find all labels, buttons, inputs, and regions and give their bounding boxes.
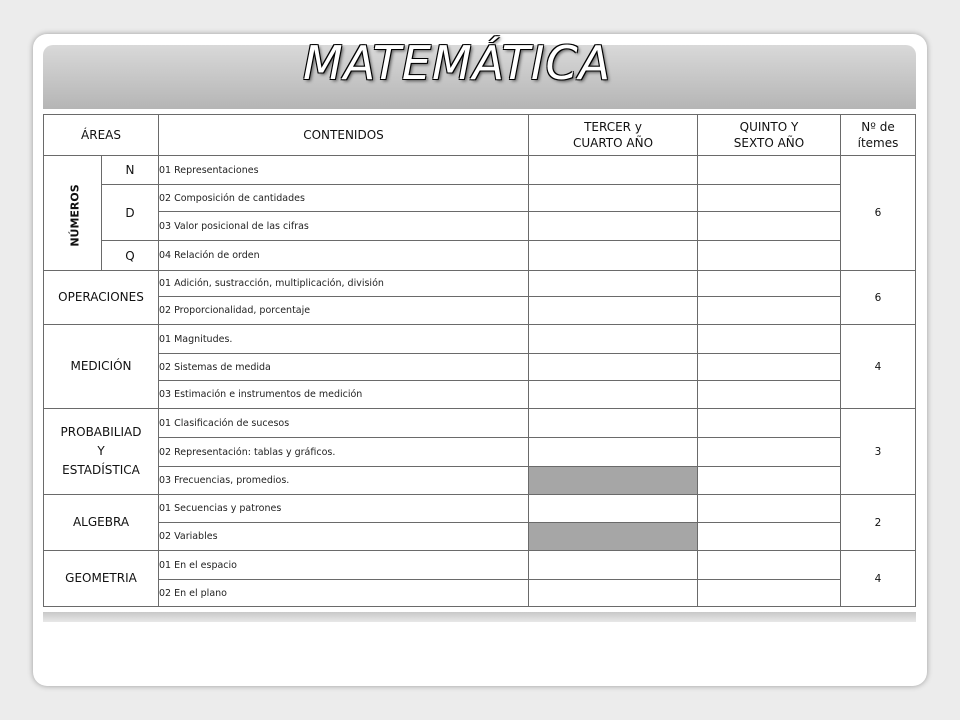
area-probabilidad: PROBABILIAD Y ESTADÍSTICA [44, 409, 159, 495]
content-cell: 01 En el espacio [159, 551, 529, 580]
tercer-cell [529, 271, 698, 297]
table-row [44, 467, 916, 495]
content-cell: 02 Composición de cantidades [159, 185, 529, 212]
content-cell: 01 Secuencias y patrones [159, 495, 529, 523]
table-row [44, 381, 916, 409]
quinto-cell [698, 438, 841, 467]
content-cell: 02 Sistemas de medida [159, 354, 529, 381]
ndq-d: D [102, 185, 159, 241]
curriculum-table [43, 114, 916, 607]
table-row [44, 325, 916, 354]
content-cell: 02 En el plano [159, 580, 529, 607]
tercer-cell [529, 185, 698, 212]
header-contenidos: CONTENIDOS [159, 115, 529, 156]
content-cell: 02 Representación: tablas y gráficos. [159, 438, 529, 467]
content-cell: 01 Clasificación de sucesos [159, 409, 529, 438]
content-cell: 01 Representaciones [159, 156, 529, 185]
content-cell: 03 Estimación e instrumentos de medición [159, 381, 529, 409]
tercer-cell [529, 580, 698, 607]
tercer-cell [529, 156, 698, 185]
table-row [44, 185, 916, 212]
header-areas: ÁREAS [44, 115, 159, 156]
bottom-divider [43, 612, 916, 622]
content-cell: 01 Magnitudes. [159, 325, 529, 354]
quinto-cell [698, 409, 841, 438]
ndq-q: Q [102, 241, 159, 271]
area-operaciones: OPERACIONES [44, 271, 159, 325]
items-medicion: 4 [841, 325, 916, 409]
content-cell: 03 Valor posicional de las cifras [159, 212, 529, 241]
items-algebra: 2 [841, 495, 916, 551]
header-num-items: Nº de ítemes [841, 115, 916, 156]
quinto-cell [698, 325, 841, 354]
shaded-cell [529, 467, 698, 495]
quinto-cell [698, 297, 841, 325]
quinto-cell [698, 241, 841, 271]
table-row [44, 580, 916, 607]
header-row [44, 115, 916, 156]
tercer-cell [529, 409, 698, 438]
quinto-cell [698, 551, 841, 580]
area-medicion: MEDICIÓN [44, 325, 159, 409]
quinto-cell [698, 156, 841, 185]
items-operaciones: 6 [841, 271, 916, 325]
ndq-n: N [102, 156, 159, 185]
content-cell: 02 Proporcionalidad, porcentaje [159, 297, 529, 325]
tercer-cell [529, 438, 698, 467]
tercer-cell [529, 297, 698, 325]
quinto-cell [698, 271, 841, 297]
quinto-cell [698, 580, 841, 607]
quinto-cell [698, 523, 841, 551]
tercer-cell [529, 354, 698, 381]
items-geometria: 4 [841, 551, 916, 607]
quinto-cell [698, 185, 841, 212]
table-row [44, 156, 916, 185]
tercer-cell [529, 495, 698, 523]
tercer-cell [529, 551, 698, 580]
quinto-cell [698, 212, 841, 241]
table-row [44, 354, 916, 381]
slide [33, 34, 927, 686]
table-row [44, 438, 916, 467]
items-numeros: 6 [841, 156, 916, 271]
table-row [44, 409, 916, 438]
quinto-cell [698, 354, 841, 381]
quinto-cell [698, 495, 841, 523]
header-tercer-cuarto: TERCER y CUARTO AÑO [529, 115, 698, 156]
quinto-cell [698, 467, 841, 495]
tercer-cell [529, 325, 698, 354]
table-row [44, 551, 916, 580]
table-row [44, 495, 916, 523]
table-row [44, 297, 916, 325]
content-cell: 03 Frecuencias, promedios. [159, 467, 529, 495]
table-row [44, 212, 916, 241]
tercer-cell [529, 241, 698, 271]
tercer-cell [529, 212, 698, 241]
header-quinto-sexto: QUINTO Y SEXTO AÑO [698, 115, 841, 156]
content-cell: 01 Adición, sustracción, multiplicación, división [159, 271, 529, 297]
table-row [44, 241, 916, 271]
table-row [44, 523, 916, 551]
table-row [44, 271, 916, 297]
content-cell: 04 Relación de orden [159, 241, 529, 271]
area-geometria: GEOMETRIA [44, 551, 159, 607]
shaded-cell [529, 523, 698, 551]
area-numeros: NÚMEROS [44, 156, 102, 271]
items-probabilidad: 3 [841, 409, 916, 495]
area-algebra: ALGEBRA [44, 495, 159, 551]
slide-title: MATEMÁTICA [303, 36, 612, 90]
tercer-cell [529, 381, 698, 409]
content-cell: 02 Variables [159, 523, 529, 551]
quinto-cell [698, 381, 841, 409]
